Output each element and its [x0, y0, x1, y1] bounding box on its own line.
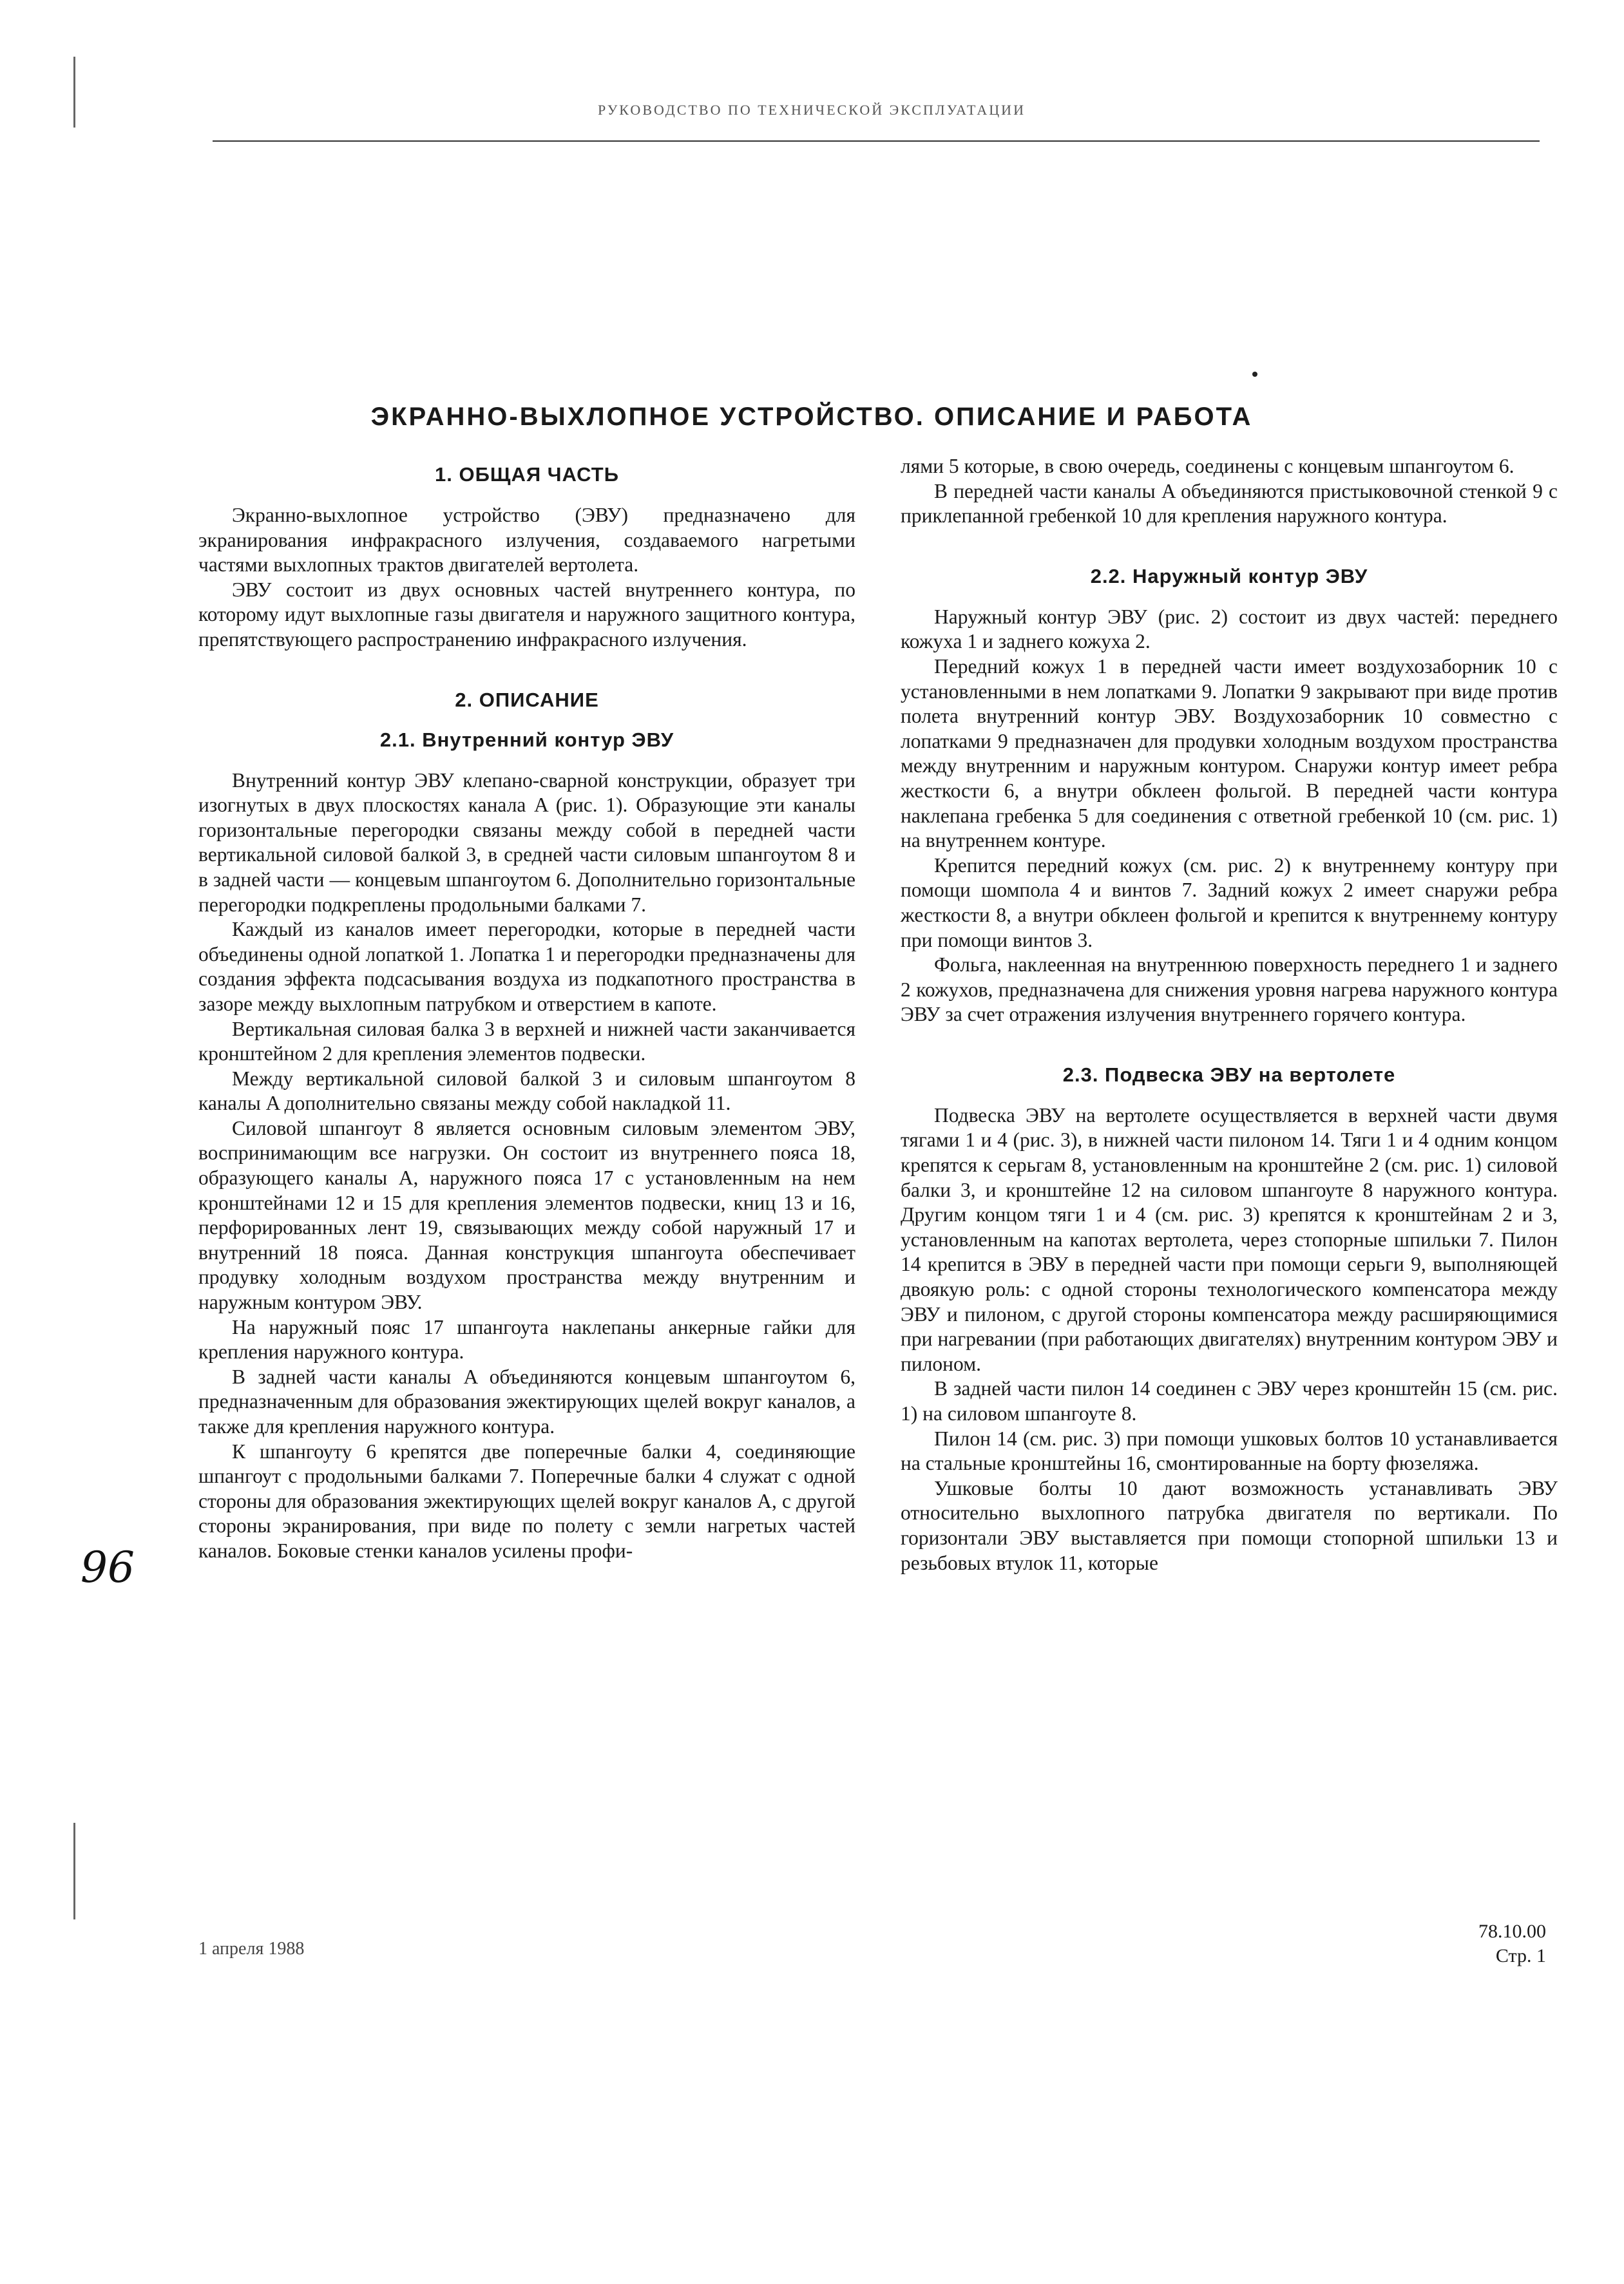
paragraph: лями 5 которые, в свою очередь, соединены с концевым шпангоутом 6.	[901, 455, 1514, 477]
paragraph: На наружный пояс 17 шпангоута наклепаны анкерные гайки для крепления наружного контура.	[198, 1315, 855, 1364]
paragraph: Наружный контур ЭВУ (рис. 2) состоит из двух частей: переднего кожуха 1 и заднего кожуха 2.	[901, 605, 1558, 653]
subsection-heading: 2.3. Подвеска ЭВУ на вертолете	[1062, 1063, 1396, 1086]
paragraph: К шпангоуту 6 крепятся две поперечные балки 4, соединяющие шпангоут с продольными балками 7. Поперечные балки 4 служат с одной стороны для образования эжектирующих щелей вокруг каналов A, с другой стороны экранирования, при виде по полету с земли нагретых частей каналов. Боковые стенки каналов усилены профи-	[198, 1440, 855, 1562]
paragraph: В передней части каналы A объединяются пристыковочной стенкой 9 с приклепанной гребенкой 10 для крепления наружного контура.	[901, 479, 1558, 528]
margin-mark	[73, 57, 75, 128]
paragraph: Внутренний контур ЭВУ клепано-сварной конструкции, образует три изогнутых в двух плоскостях канала A (рис. 1). Образующие эти каналы горизонтальные перегородки связаны между собой в передней части вертикальной силовой балкой 3, в средней части силовым шпангоутом 8 и в задней части — концевым шпангоутом 6. Дополнительно горизонтальные перегородки подкреплены продольными балками 7.	[198, 768, 855, 916]
paragraph: ЭВУ состоит из двух основных частей внутреннего контура, по которому идут выхлопные газы двигателя и наружного защитного контура, препятствующего распространению инфракрасного излучения.	[198, 578, 855, 651]
paragraph: Крепится передний кожух (см. рис. 2) к внутреннему контуру при помощи шомпола 4 и винтов 7. Задний кожух 2 имеет снаружи ребра жесткости 8, а внутри обклеен фольгой и крепится к внутреннему контуру при помощи винтов 3.	[901, 853, 1558, 951]
page-title: ЭКРАННО-ВЫХЛОПНОЕ УСТРОЙСТВО. ОПИСАНИЕ И РАБОТА	[370, 403, 1253, 431]
left-column	[198, 454, 855, 1564]
footer-date: 1 апреля 1988	[198, 1939, 305, 1959]
paragraph: Подвеска ЭВУ на вертолете осуществляется в верхней части двумя тягами 1 и 4 (рис. 3), в нижней части пилоном 14. Тяги 1 и 4 одним концом крепятся к серьгам 8, установленным на кронштейне 2 (см. рис. 1) силовой балки 3, и кронштейне 12 на силовом шпангоуте 8 наружного контура. Другим концом тяги 1 и 4 (см. рис. 3) крепятся к кронштейнам 2 и 3, установленным на капотах вертолета, через стопорные шпильки 7. Пилон 14 крепится в ЭВУ в передней части при помощи серьги 9, выполняющей двоякую роль: с одной стороны технологического компенсатора между ЭВУ и пилоном, с другой стороны компенсатора между расширяющимися при нагревании (при работающих двигателях) внутренним контуром ЭВУ и пилоном.	[901, 1103, 1558, 1375]
paragraph: Вертикальная силовая балка 3 в верхней и нижней части заканчивается кронштейном 2 для крепления элементов подвески.	[198, 1017, 855, 1065]
right-column	[901, 454, 1558, 1575]
paragraph: Передний кожух 1 в передней части имеет воздухозаборник 10 с установленными в нем лопатками 9. Лопатки 9 закрывают при виде против полета внутренний контур ЭВУ. Воздухозаборник 10 совместно с лопатками 9 предназначен для продувки холодным воздухом пространства между внутренним и наружным контуром. Снаружи контур имеет ребра жесткости 6, а внутри обклеен фольгой. В передней части контура наклепана гребенка 5 для соединения с ответной гребенкой 10 (см. рис. 1) на внутреннем контуре.	[901, 654, 1558, 852]
subsection-heading: 2.1. Внутренний контур ЭВУ	[379, 728, 674, 751]
handwritten-page-number: 96	[81, 1543, 135, 1592]
paragraph: Пилон 14 (см. рис. 3) при помощи ушковых болтов 10 устанавливается на стальные кронштейны 16, смонтированные на борту фюзеляжа.	[901, 1427, 1558, 1475]
paragraph: Ушковые болты 10 дают возможность устанавливать ЭВУ относительно выхлопного патрубка двигателя по вертикали. По горизонтали ЭВУ выставляется при помощи стопорной шпильки 13 и резьбовых втулок 11, которые	[901, 1476, 1558, 1574]
paragraph: Между вертикальной силовой балкой 3 и силовым шпангоутом 8 каналы A дополнительно связаны между собой накладкой 11.	[198, 1067, 855, 1115]
header-rule	[213, 140, 1540, 142]
footer-code: 78.10.00	[1478, 1921, 1546, 1942]
section-heading: 2. ОПИСАНИЕ	[455, 688, 599, 711]
paragraph: Экранно-выхлопное устройство (ЭВУ) предназначено для экранирования инфракрасного излучения, создаваемого нагретыми частями выхлопных трактов двигателей вертолета.	[198, 504, 855, 576]
section-heading: 1. ОБЩАЯ ЧАСТЬ	[435, 463, 619, 486]
margin-mark	[73, 1823, 75, 1919]
paragraph: В задней части каналы A объединяются концевым шпангоутом 6, предназначенным для образования эжектирующих щелей вокруг каналов, а также для крепления наружного контура.	[198, 1365, 855, 1438]
paragraph: Фольга, наклеенная на внутреннюю поверхность переднего 1 и заднего 2 кожухов, предназначена для снижения уровня нагрева наружного контура ЭВУ за счет отражения излучения внутреннего горячего контура.	[901, 953, 1558, 1026]
running-header: РУКОВОДСТВО ПО ТЕХНИЧЕСКОЙ ЭКСПЛУАТАЦИИ	[598, 102, 1026, 118]
paragraph: В задней части пилон 14 соединен с ЭВУ через кронштейн 15 (см. рис. 1) на силовом шпангоуте 8.	[901, 1377, 1558, 1425]
footer-page-ref	[1417, 1919, 1546, 1968]
subsection-heading: 2.2. Наружный контур ЭВУ	[1090, 564, 1368, 587]
speck	[1252, 372, 1257, 377]
paragraph: Силовой шпангоут 8 является основным силовым элементом ЭВУ, воспринимающим все нагрузки. Он состоит из внутреннего пояса 18, образующего каналы A, наружного пояса 17 с установленным на нем кронштейнами 12 и 15 для крепления элементов подвески, книц 13 и 16, перфорированных лент 19, связывающих между собой наружный 17 и внутренний 18 пояса. Данная конструкция шпангоута обеспечивает продувку холодным воздухом пространства между внутренним и наружным контуром ЭВУ.	[198, 1116, 855, 1314]
paragraph: Каждый из каналов имеет перегородки, которые в передней части объединены одной лопаткой 1. Лопатка 1 и перегородки предназначены для создания эффекта подсасывания воздуха из подкапотного пространства в зазоре между выхлопным патрубком и отверстием в капоте.	[198, 918, 855, 1015]
footer-page-number: Стр. 1	[1495, 1945, 1546, 1966]
